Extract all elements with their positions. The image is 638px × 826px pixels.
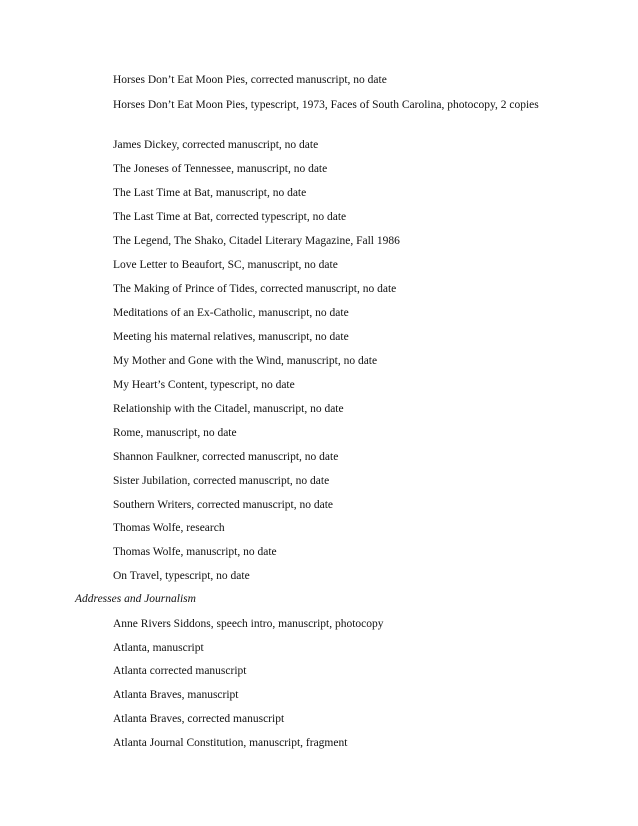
section-heading: Addresses and Journalism — [75, 593, 196, 605]
list-item: Atlanta Braves, manuscript — [113, 689, 239, 701]
list-item: The Last Time at Bat, corrected typescript, no date — [113, 211, 347, 223]
list-item: Relationship with the Citadel, manuscript, no date — [113, 403, 344, 415]
list-item: The Legend, The Shako, Citadel Literary Magazine, Fall 1986 — [113, 235, 400, 247]
list-item: The Making of Prince of Tides, corrected manuscript, no date — [113, 283, 397, 295]
list-item: The Joneses of Tennessee, manuscript, no date — [113, 163, 328, 175]
list-item: Shannon Faulkner, corrected manuscript, no date — [113, 451, 339, 463]
list-item: James Dickey, corrected manuscript, no date — [113, 139, 319, 151]
list-item: On Travel, typescript, no date — [113, 570, 250, 582]
list-item: Anne Rivers Siddons, speech intro, manuscript, photocopy — [113, 618, 384, 630]
list-item: Southern Writers, corrected manuscript, no date — [113, 499, 333, 511]
list-item: My Mother and Gone with the Wind, manuscript, no date — [113, 355, 378, 367]
list-item: Atlanta, manuscript — [113, 642, 204, 654]
list-item: The Last Time at Bat, manuscript, no date — [113, 187, 307, 199]
list-item: Meeting his maternal relatives, manuscript, no date — [113, 331, 349, 343]
list-item: My Heart’s Content, typescript, no date — [113, 379, 295, 391]
list-item: Atlanta Journal Constitution, manuscript, fragment — [113, 737, 348, 749]
list-item: Meditations of an Ex-Catholic, manuscript, no date — [113, 307, 349, 319]
list-item: Atlanta corrected manuscript — [113, 665, 247, 677]
list-item: Love Letter to Beaufort, SC, manuscript, no date — [113, 259, 338, 271]
list-item: Thomas Wolfe, manuscript, no date — [113, 546, 277, 558]
list-item: Sister Jubilation, corrected manuscript, no date — [113, 475, 330, 487]
list-item: Horses Don’t Eat Moon Pies, corrected manuscript, no date — [113, 74, 387, 86]
list-item: Rome, manuscript, no date — [113, 427, 237, 439]
list-item: Thomas Wolfe, research — [113, 522, 225, 534]
list-item: Horses Don’t Eat Moon Pies, typescript, 1973, Faces of South Carolina, photocopy, 2 copies — [113, 99, 539, 111]
list-item: Atlanta Braves, corrected manuscript — [113, 713, 285, 725]
